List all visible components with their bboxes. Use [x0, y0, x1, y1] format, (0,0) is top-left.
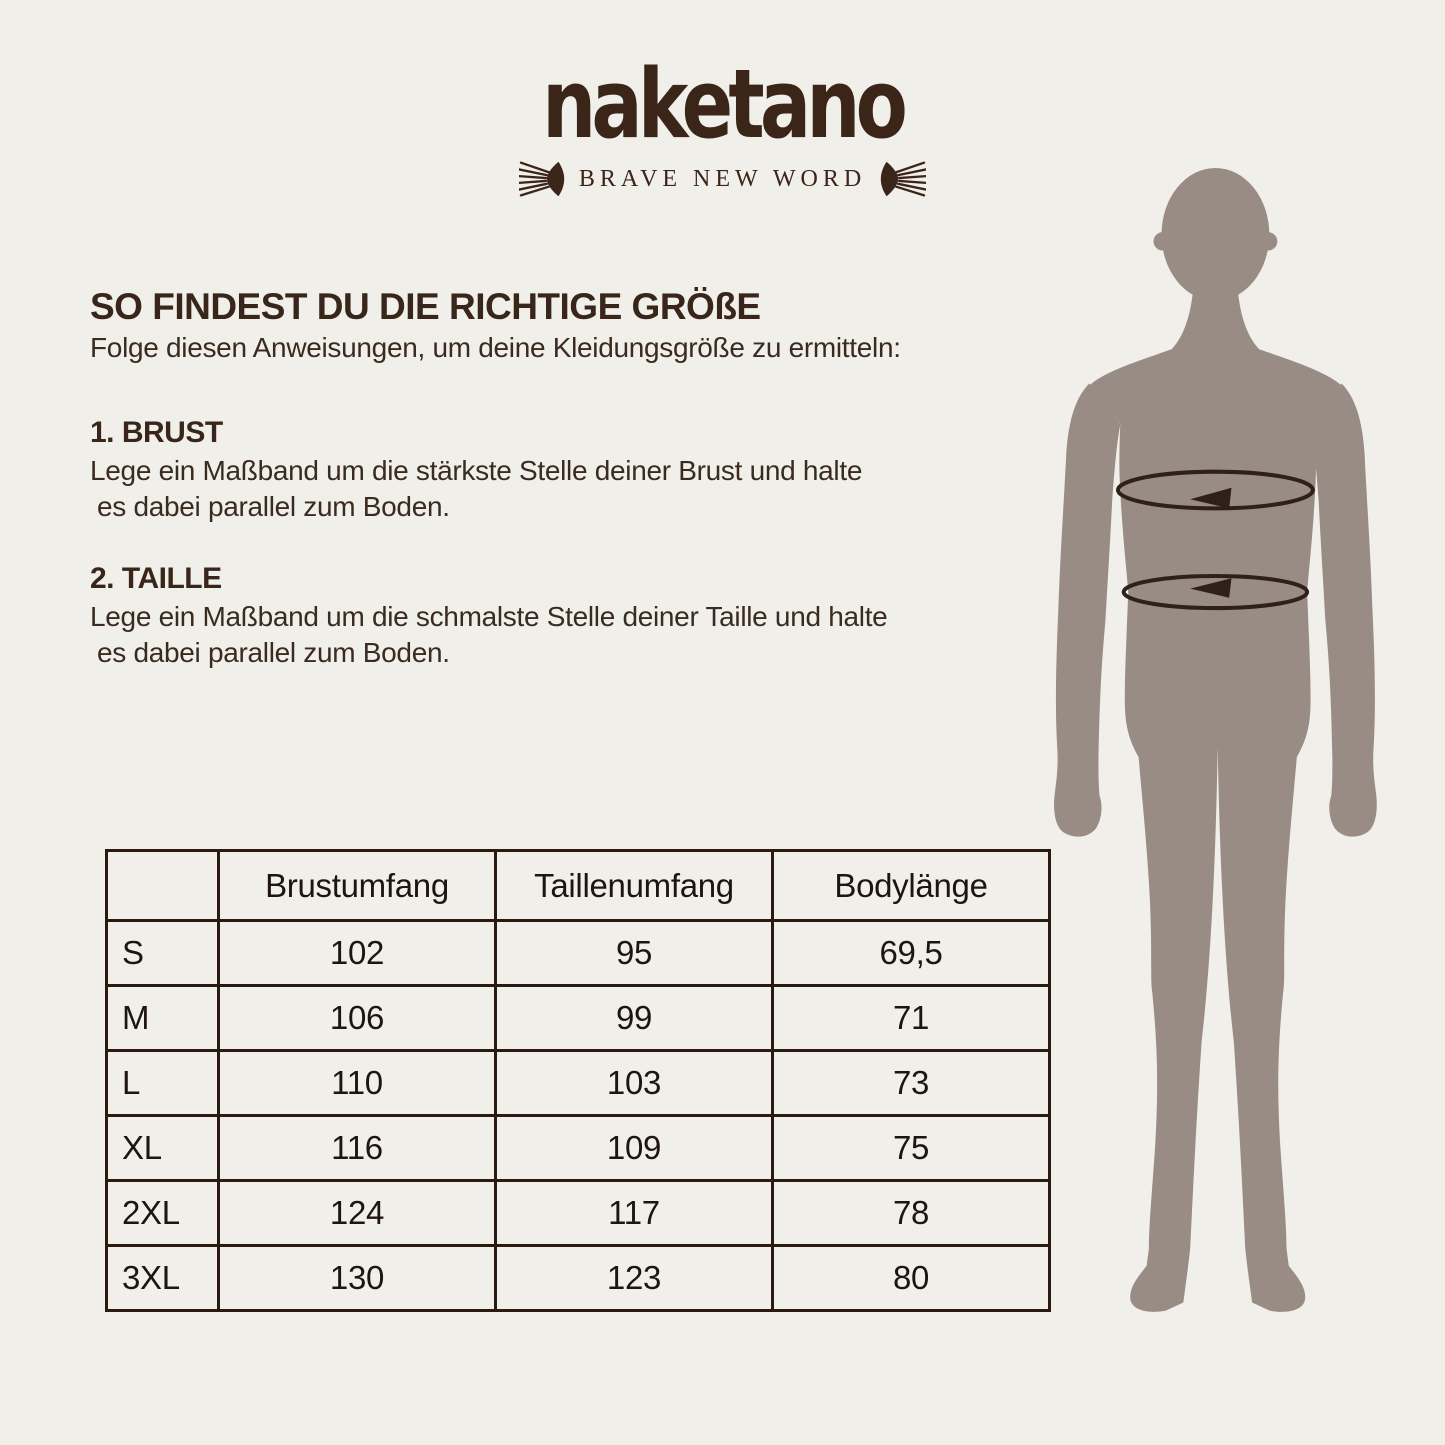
wing-right-icon — [876, 159, 926, 199]
head-shape — [1162, 168, 1270, 301]
cell-taille: 117 — [496, 1181, 773, 1246]
table-row-m — [107, 986, 1050, 1051]
cell-body: 73 — [773, 1051, 1050, 1116]
cell-taille: 109 — [496, 1116, 773, 1181]
col-header-bodylaenge: Bodylänge — [773, 851, 1050, 921]
right-arm-shape — [1311, 383, 1377, 836]
cell-body: 80 — [773, 1246, 1050, 1311]
size-label: M — [107, 986, 219, 1051]
brand-tagline: BRAVE NEW WORD — [578, 165, 867, 192]
step-1-line1: Lege ein Maßband um die stärkste Stelle deiner Brust und halte — [90, 455, 863, 486]
cell-body: 78 — [773, 1181, 1050, 1246]
size-label: 3XL — [107, 1246, 219, 1311]
cell-brust: 106 — [219, 986, 496, 1051]
size-label: 2XL — [107, 1181, 219, 1246]
cell-brust: 110 — [219, 1051, 496, 1116]
size-table — [105, 849, 1051, 1312]
col-header-taillenumfang: Taillenumfang — [496, 851, 773, 921]
step-2-line2: es dabei parallel zum Boden. — [97, 637, 450, 668]
size-label: S — [107, 921, 219, 986]
cell-taille: 123 — [496, 1246, 773, 1311]
cell-brust: 116 — [219, 1116, 496, 1181]
cell-body: 75 — [773, 1116, 1050, 1181]
brand-wordmark: naketano — [542, 50, 903, 160]
cell-taille: 95 — [496, 921, 773, 986]
col-header-size — [107, 851, 219, 921]
guide-title: SO FINDEST DU DIE RICHTIGE GRÖßE — [90, 286, 761, 327]
table-row-2xl — [107, 1181, 1050, 1246]
wing-left-icon — [519, 159, 569, 199]
cell-brust: 124 — [219, 1181, 496, 1246]
step-1-line2: es dabei parallel zum Boden. — [97, 491, 450, 522]
cell-taille: 99 — [496, 986, 773, 1051]
step-1-title: 1. BRUST — [90, 416, 223, 449]
step-2-line1: Lege ein Maßband um die schmalste Stelle deiner Taille und halte — [90, 601, 888, 632]
size-table-header-row — [107, 851, 1050, 921]
left-arm-shape — [1054, 383, 1120, 836]
cell-brust: 130 — [219, 1246, 496, 1311]
guide-subtitle: Folge diesen Anweisungen, um deine Kleidungsgröße zu ermitteln: — [90, 332, 901, 363]
table-row-3xl — [107, 1246, 1050, 1311]
col-header-brustumfang: Brustumfang — [219, 851, 496, 921]
cell-taille: 103 — [496, 1051, 773, 1116]
cell-body: 69,5 — [773, 921, 1050, 986]
body-silhouette — [1048, 168, 1392, 1314]
size-label: L — [107, 1051, 219, 1116]
table-row-xl — [107, 1116, 1050, 1181]
cell-body: 71 — [773, 986, 1050, 1051]
table-row-s — [107, 921, 1050, 986]
torso-legs-shape — [1089, 285, 1341, 1312]
cell-brust: 102 — [219, 921, 496, 986]
step-2-title: 2. TAILLE — [90, 562, 222, 595]
size-label: XL — [107, 1116, 219, 1181]
table-row-l — [107, 1051, 1050, 1116]
